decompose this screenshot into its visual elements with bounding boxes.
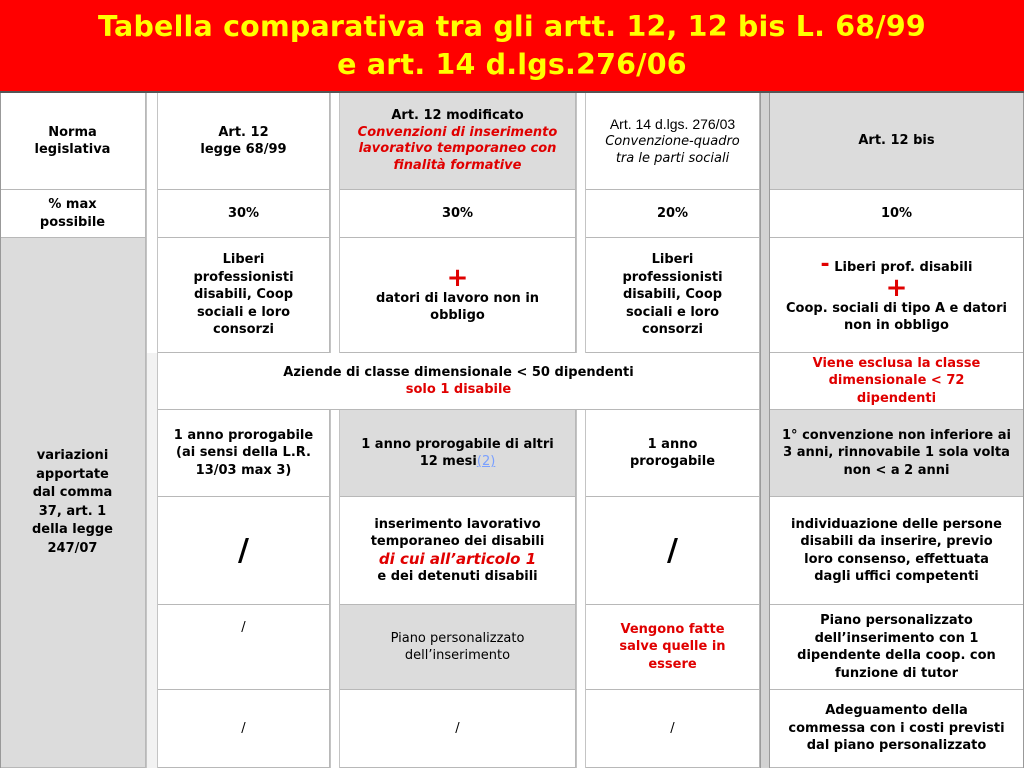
title-bar [0, 0, 1024, 93]
row-durata-art12-mod [340, 410, 576, 497]
row-variazioni-label [0, 238, 146, 768]
row-oggetto-art14-text: / [667, 532, 678, 568]
row-durata-art12-mod-main: 1 anno prorogabile di altri 12 mesi [361, 436, 554, 469]
row-aziende-art12-bis-text: Viene esclusa la classe dimensionale < 72 dipendenti [812, 355, 981, 406]
header-art12-line2: legge 68/99 [200, 142, 287, 157]
row-aziende-line1: Aziende di classe dimensionale < 50 dipendenti [283, 364, 634, 380]
row-durata-art12-mod-text [356, 436, 559, 471]
row-piano-art12-mod-text: Piano personalizzato dell’inserimento [390, 630, 525, 663]
minus-sign: - [820, 252, 830, 277]
header-norma [0, 93, 146, 190]
header-art12-bis [770, 93, 1024, 190]
row-soggetti-art14-text: Liberi professionisti disabili, Coop sociali e loro consorzi [622, 252, 723, 338]
column-gutter [330, 93, 340, 353]
header-art12-mod-line1: Art. 12 modificato [391, 108, 524, 123]
row-durata-art12-bis-text: 1° convenzione non inferiore ai 3 anni, rinnovabile 1 sola volta non < a 2 anni [782, 427, 1011, 478]
row-soggetti-art12-bis-line1: Liberi prof. disabili [834, 260, 973, 275]
row-soggetti-art12-mod [340, 238, 576, 353]
header-art12-mod-line2: Convenzioni di inserimento lavorativo temporaneo con finalità formative [357, 124, 558, 173]
row-max-art12-bis [770, 190, 1024, 238]
row-piano-art14-text: Vengono fatte salve quelle in essere [619, 621, 726, 672]
row-max-label [0, 190, 146, 238]
row-soggetti-art12-bis [770, 238, 1024, 353]
row-aziende-merged [158, 353, 760, 410]
header-art12-bis-text: Art. 12 bis [858, 133, 935, 149]
column-gutter [760, 93, 770, 768]
row-oggetto-art12-text: / [238, 532, 249, 568]
row-oggetto-art12 [158, 497, 330, 605]
row-durata-art12 [158, 410, 330, 497]
row-soggetti-art12-bis-line2: Coop. sociali di tipo A e datori non in obbligo [786, 301, 1007, 333]
column-gutter [330, 410, 340, 768]
row-commessa-art12-bis [770, 690, 1024, 768]
column-gutter [146, 353, 158, 768]
header-art12-mod [340, 93, 576, 190]
header-art14 [586, 93, 760, 190]
row-max-art12-text: 30% [227, 205, 260, 221]
plus-sign: + [446, 262, 469, 293]
header-art12-line1: Art. 12 [218, 124, 269, 140]
row-commessa-art12-text: / [241, 720, 246, 736]
row-piano-art12-bis-text: Piano personalizzato dell’inserimento con 1 dipendente della coop. con funzione di tutor [797, 613, 996, 681]
row-durata-art12-text: 1 anno prorogabile (ai sensi della L.R. 13/03 max 3) [173, 427, 314, 478]
row-durata-art14 [586, 410, 760, 497]
row-oggetto-art12-mod-line3: e dei detenuti disabili [377, 569, 538, 584]
title-line-1: Tabella comparativa tra gli artt. 12, 12 bis L. 68/99 [98, 10, 926, 43]
row-piano-art14 [586, 605, 760, 690]
row-aziende-art12-bis [770, 353, 1024, 410]
column-gutter [146, 93, 158, 353]
row-oggetto-art12-bis [770, 497, 1024, 605]
row-soggetti-art12-mod-text: datori di lavoro non in obbligo [375, 290, 540, 323]
row-commessa-art12-mod-text: / [455, 720, 460, 736]
row-max-art14 [586, 190, 760, 238]
slide-title [0, 0, 1024, 84]
row-commessa-art12-mod [340, 690, 576, 768]
row-commessa-art14 [586, 690, 760, 768]
row-max-label-text: % max possibile [39, 197, 106, 230]
footnote-link[interactable]: (2) [476, 454, 496, 469]
row-soggetti-art14 [586, 238, 760, 353]
row-oggetto-art12-mod [340, 497, 576, 605]
title-line-2: e art. 14 d.lgs.276/06 [337, 48, 687, 81]
row-durata-art14-text: 1 anno prorogabile [629, 436, 716, 469]
row-aziende-line2: solo 1 disabile [405, 382, 512, 397]
row-commessa-art14-text: / [670, 720, 675, 736]
header-art14-line2: Convenzione-quadro tra le parti sociali [605, 133, 740, 166]
row-piano-art12-text: / [241, 620, 246, 635]
column-gutter [576, 93, 586, 353]
row-commessa-art12-bis-text: Adeguamento della commessa con i costi previsti dal piano personalizzato [788, 703, 1005, 754]
row-piano-art12-mod [340, 605, 576, 690]
row-commessa-art12 [158, 690, 330, 768]
plus-sign: + [885, 273, 908, 303]
row-piano-art12-bis [770, 605, 1024, 690]
row-durata-art12-bis [770, 410, 1024, 497]
row-soggetti-art12-text: Liberi professionisti disabili, Coop sociali e loro consorzi [193, 252, 294, 338]
row-max-art14-text: 20% [656, 205, 689, 221]
header-norma-text: Norma legislativa [34, 124, 111, 157]
row-max-art12 [158, 190, 330, 238]
row-oggetto-art14 [586, 497, 760, 605]
row-oggetto-art12-mod-line2: di cui all’articolo 1 [378, 549, 537, 568]
row-max-art12-mod [340, 190, 576, 238]
header-art12 [158, 93, 330, 190]
row-oggetto-art12-mod-line1: inserimento lavorativo temporaneo dei disabili [370, 516, 545, 549]
row-max-art12-mod-text: 30% [441, 205, 474, 221]
row-max-art12-bis-text: 10% [880, 205, 913, 221]
row-piano-art12 [158, 605, 330, 690]
row-oggetto-art12-bis-text: individuazione delle persone disabili da inserire, previo loro consenso, effettuata dagli uffici competenti [791, 516, 1002, 584]
column-gutter [576, 410, 586, 768]
row-soggetti-art12 [158, 238, 330, 353]
row-variazioni-label-text: variazioni apportate dal comma 37, art. 1 della legge 247/07 [31, 448, 114, 556]
header-art14-line1: Art. 14 d.lgs. 276/03 [609, 115, 736, 132]
